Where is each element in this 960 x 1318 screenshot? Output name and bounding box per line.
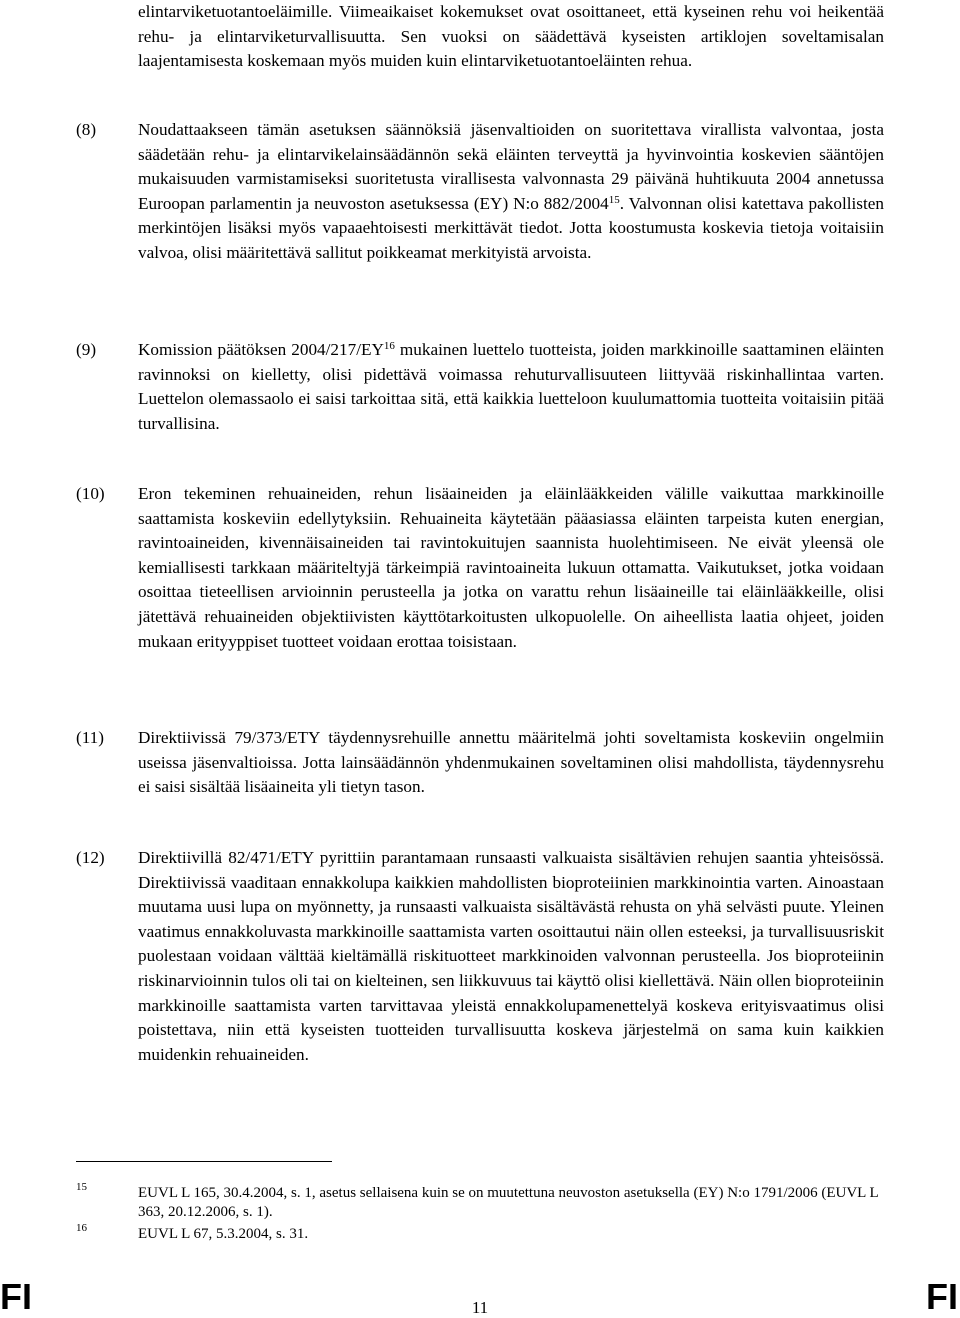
intro-paragraph: elintarviketuotantoeläimille. Viimeaikaiset kokemukset ovat osoittaneet, että kyseinen rehu voi heikentää rehu- ja elintarviketurvallisuutta. Sen vuoksi on säädettävä kyseisten artiklojen soveltamisalan laajentamisesta koskemaan myös muiden kuin elintarviketuotantoeläinten rehua. [138, 2, 884, 71]
paragraph-text [138, 338, 884, 436]
paragraph-text [138, 118, 884, 266]
paragraph-text: Eron tekeminen rehuaineiden, rehun lisäaineiden ja eläinlääkkeiden välille vaikuttaa markkinoille saattamista koskeviin edellytyksiin. Rehuaineita käytetään pääasiassa eläinten tarpeista kuten energian, ravintoaineiden, kivennäisaineiden tai ravintokuitujen saannista huolehtimiseen. Ne eivät yleensä ole kemiallisesti tarkkaan määriteltyjä tärkeimpiä ravintoaineita lukuun ottamatta. Vaikutukset, jotka voidaan osoittaa tieteellisen arvioinnin perusteella ja jotka on varattu rehun lisäaineille tai eläinlääkkeille, olisi jätettävä rehuaineiden objektiivisten käyttötarkoitusten ulkopuolelle. On aiheellista laatia ohjeet, joiden mukaan erityyppiset tuotteet voidaan erottaa toisistaan. [138, 484, 884, 651]
paragraph-number: (9) [76, 340, 97, 359]
footnote-text: EUVL L 67, 5.3.2004, s. 31. [138, 1226, 309, 1242]
footnote-separator [76, 1161, 332, 1162]
language-code-left: FI [0, 1276, 32, 1317]
paragraph-number: (8) [76, 120, 97, 139]
paragraph-text: Direktiivissä 79/373/ETY täydennysrehuille annettu määritelmä johti soveltamista koskeviin ongelmiin useissa jäsenvaltioissa. Jotta lainsäädännön yhdenmukainen soveltaminen olisi mahdollista, täydennysrehu ei saisi sisältää lisäaineita yli tietyn tason. [138, 728, 884, 797]
page-number: 11 [471, 1298, 489, 1317]
paragraph-text-part: . Valvonnan olisi katettava pakollisten merkintöjen lisäksi myös vapaaehtoisesti merkittävät tiedot. Jotta koostumusta koskevia tietoja voitaisiin valvoa, olisi määritettävä sallitut poikkeamat merkityistä arvoista. [138, 193, 884, 262]
footnote-ref: 15 [608, 193, 620, 206]
paragraph-text-part: Noudattaakseen tämän asetuksen säännöksiä jäsenvaltioiden on suoritettava virallista valvontaa, josta säädetään rehu- ja elintarvikelainsäädännön sekä eläinten terveyttä ja hyvinvointia koskevien sääntöjen mukaisuuden varmistamiseksi suoritetusta virallisesta valvonnasta 29 päivänä huhtikuuta 2004 annetussa Euroopan parlamentin ja neuvoston asetuksessa (EY) N:o 882/2004 [138, 120, 884, 213]
paragraph-number: (11) [76, 728, 104, 747]
paragraph-text-part: mukainen luettelo tuotteista, joiden markkinoille saattaminen eläinten ravinnoksi on kielletty, olisi pidettävä voimassa rehuturvallisuuteen liittyvää riskinhallintaa varten. Luettelon olemassaolo ei saisi tarkoittaa sitä, että kaikkia luetteloon kuulumattomia tuotteita voitaisiin pitää turvallisina. [138, 340, 884, 433]
footnote-number: 15 [76, 1181, 87, 1193]
paragraph-number: (10) [76, 484, 105, 503]
paragraph-text: Direktiivillä 82/471/ETY pyrittiin parantamaan runsaasti valkuaista sisältävien rehujen saantia yhteisössä. Direktiivissä vaaditaan ennakkolupa kaikkien mahdollisten bioproteiinien markkinointia varten. Ainoastaan muutama uusi lupa on myönnetty, ja runsaasti valkuaista sisältävästä rehusta on yhä selvästi puute. Yleinen vaatimus ennakkoluvasta markkinoille saattamista varten osoittautui näin ollen esteeksi, ja turvallisuusriskit puolestaan voidaan välttää kieltämällä riskituotteet markkinoiden valvonnan perusteella. Jos bioproteiinin riskinarvioinnin tulos oli tai on kielteinen, sen liikkuvuus tai käyttö olisi kiellettävä. Näin ollen bioproteiinin markkinoille saattamista varten tarvittavaa yleistä ennakkolupamenettelyä koskeva erityisvaatimus olisi poistettava, niin että kyseisten tuotteiden turvallisuutta koskeva järjestelmä on sama kuin kaikkien muidenkin rehuaineiden. [138, 848, 884, 1064]
footnote-ref: 16 [383, 340, 395, 352]
paragraph-number: (12) [76, 848, 105, 867]
paragraph-text-part: Komission päätöksen 2004/217/EY [138, 340, 384, 359]
language-code-right: FI [926, 1276, 958, 1317]
footnote-number: 16 [76, 1222, 87, 1234]
footnote-text: EUVL L 165, 30.4.2004, s. 1, asetus sellaisena kuin se on muutettuna neuvoston asetuksella (EY) N:o 1791/2006 (EUVL L 363, 20.12.2006, s. 1). [138, 1185, 879, 1220]
